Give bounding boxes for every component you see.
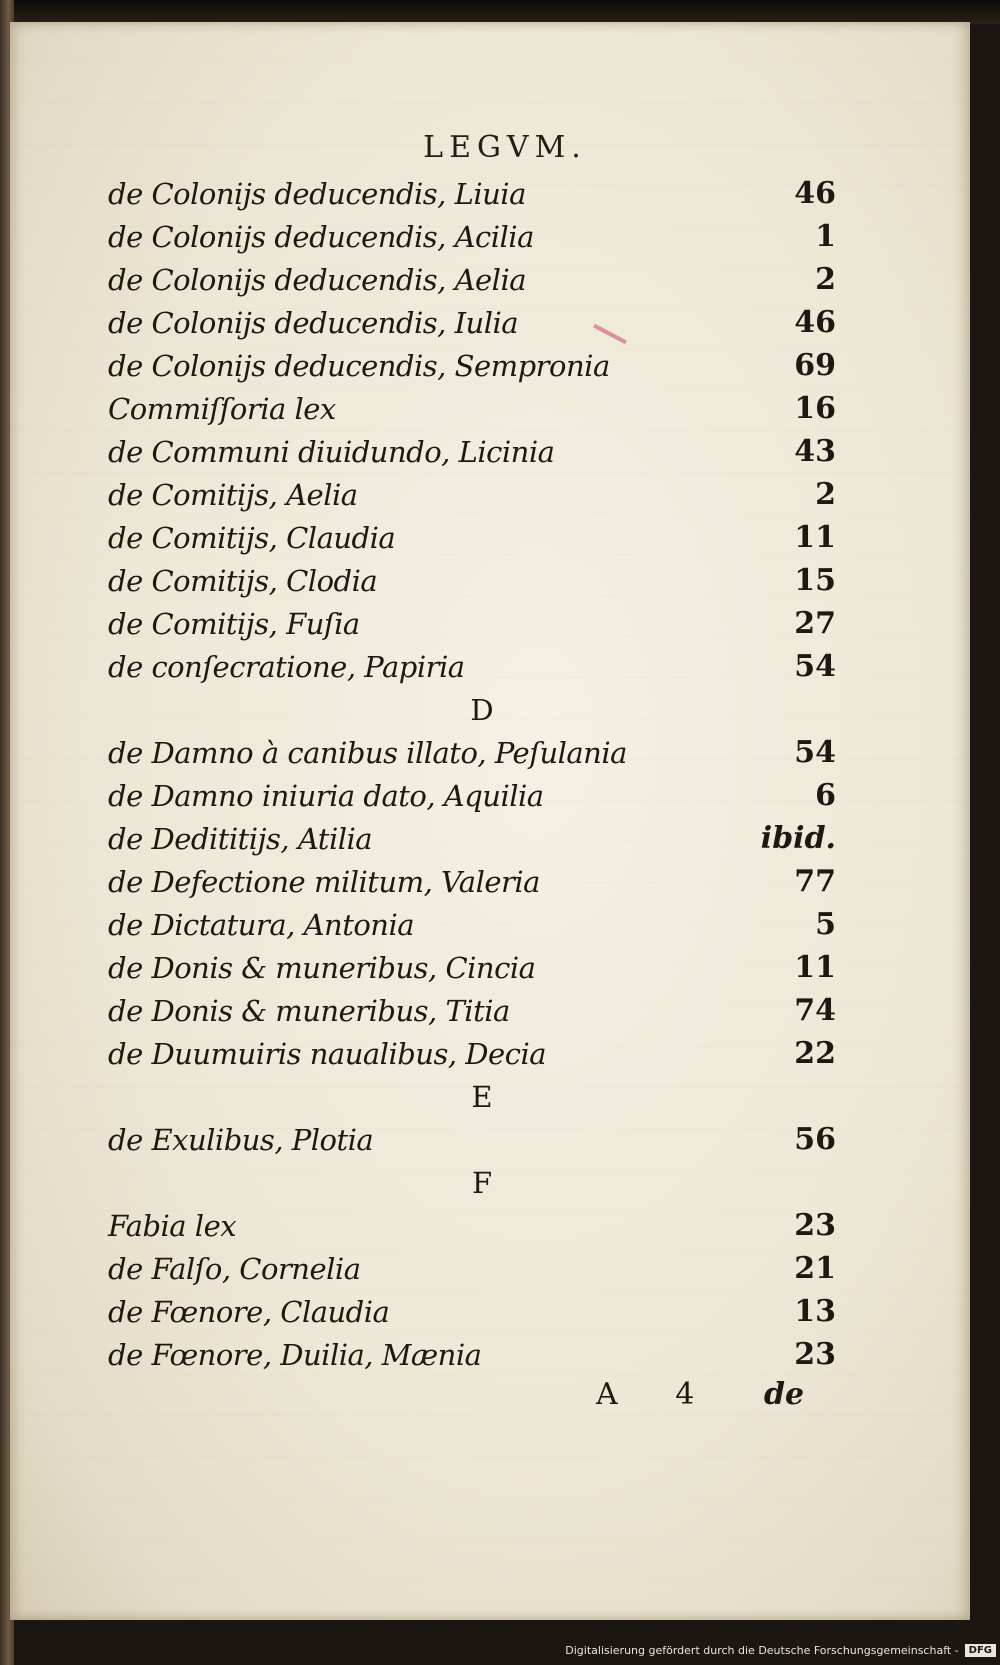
index-entry [108, 989, 836, 1032]
entry-page-number: 2 [815, 262, 836, 297]
index-entry [108, 1204, 836, 1247]
index-entry [108, 860, 836, 903]
entry-label: de Dedititijs, Atilia [108, 821, 373, 856]
entry-label: de Damno iniuria dato, Aquilia [108, 778, 544, 813]
entry-label: de Dictatura, Antonia [108, 907, 415, 942]
scan-top-edge [0, 0, 1000, 24]
entry-page-number: 21 [794, 1251, 836, 1286]
entry-page-number: 11 [794, 520, 836, 555]
index-entry [108, 946, 836, 989]
entry-label: de Colonijs deducendis, Acilia [108, 219, 534, 254]
signature-mark: A 4 [596, 1377, 719, 1412]
entry-label: de Comitijs, Aelia [108, 477, 358, 512]
entry-label: de Fœnore, Claudia [108, 1294, 390, 1329]
entry-page-number: 77 [794, 864, 836, 899]
entry-label: de Donis & muneribus, Titia [108, 993, 510, 1028]
index-entry [108, 1333, 836, 1376]
entry-page-number: 46 [794, 176, 836, 211]
entry-label: de Colonijs deducendis, Iulia [108, 305, 519, 340]
catchword: de [764, 1377, 805, 1412]
entry-page-number: 22 [794, 1036, 836, 1071]
entry-page-number: 27 [794, 606, 836, 641]
entry-label: de Exulibus, Plotia [108, 1122, 374, 1157]
entry-page-number: 54 [794, 649, 836, 684]
section-letter [108, 1075, 836, 1118]
entry-page-number: 54 [794, 735, 836, 770]
dfg-logo: DFG [965, 1644, 996, 1657]
entry-page-number: 43 [794, 434, 836, 469]
entry-label: de Donis & muneribus, Cincia [108, 950, 536, 985]
page-header: LEGVM. [423, 130, 587, 165]
entry-page-number: 56 [794, 1122, 836, 1157]
index-entry [108, 1290, 836, 1333]
entry-page-number: 2 [815, 477, 836, 512]
index-entry [108, 430, 836, 473]
entry-page-number: 23 [794, 1337, 836, 1372]
entry-label: de Falſo, Cornelia [108, 1251, 361, 1286]
index-entry [108, 387, 836, 430]
entry-label: Commiſſoria lex [108, 391, 336, 426]
entry-label: de Communi diuidundo, Licinia [108, 434, 555, 469]
entry-label: de Colonijs deducendis, Aelia [108, 262, 527, 297]
entry-label: de Defectione militum, Valeria [108, 864, 540, 899]
index-entry [108, 1118, 836, 1161]
entry-label: de Colonijs deducendis, Sempronia [108, 348, 610, 383]
index-entry [108, 473, 836, 516]
entry-page-number: 74 [794, 993, 836, 1028]
entry-page-number: 46 [794, 305, 836, 340]
index-entry [108, 172, 836, 215]
entry-page-number: ibid. [760, 821, 836, 856]
index-entry [108, 516, 836, 559]
entry-label: de Damno à canibus illato, Peſulania [108, 735, 627, 770]
index-entry [108, 1247, 836, 1290]
entry-label: de Comitijs, Claudia [108, 520, 396, 555]
index-entry [108, 731, 836, 774]
entry-label: de Fœnore, Duilia, Mænia [108, 1337, 482, 1372]
index-entry [108, 774, 836, 817]
entry-page-number: 1 [815, 219, 836, 254]
index-entry [108, 817, 836, 860]
index-entry [108, 559, 836, 602]
entry-page-number: 5 [815, 907, 836, 942]
entry-label: Fabia lex [108, 1208, 237, 1243]
index-entry [108, 258, 836, 301]
entry-page-number: 11 [794, 950, 836, 985]
entry-label: de Comitijs, Fuſia [108, 606, 360, 641]
entry-page-number: 69 [794, 348, 836, 383]
index-list [108, 172, 836, 1376]
credit-text: Digitalisierung gefördert durch die Deutsche Forschungsgemeinschaft - [565, 1643, 959, 1657]
digitization-credit [565, 1639, 996, 1661]
entry-label: de Duumuiris naualibus, Decia [108, 1036, 547, 1071]
index-entry [108, 344, 836, 387]
section-letter [108, 688, 836, 731]
entry-page-number: 15 [794, 563, 836, 598]
index-entry [108, 215, 836, 258]
index-entry [108, 1032, 836, 1075]
index-entry [108, 645, 836, 688]
section-letter-text: D [470, 692, 494, 727]
entry-page-number: 16 [794, 391, 836, 426]
entry-page-number: 6 [815, 778, 836, 813]
index-entry [108, 903, 836, 946]
section-letter-text: E [471, 1079, 493, 1114]
book-page [10, 22, 970, 1620]
entry-page-number: 23 [794, 1208, 836, 1243]
section-letter [108, 1161, 836, 1204]
entry-label: de conſecratione, Papiria [108, 649, 465, 684]
entry-page-number: 13 [794, 1294, 836, 1329]
section-letter-text: F [471, 1165, 493, 1200]
index-entry [108, 301, 836, 344]
entry-label: de Colonijs deducendis, Liuia [108, 176, 526, 211]
page-footer [10, 1377, 970, 1417]
entry-label: de Comitijs, Clodia [108, 563, 378, 598]
index-entry [108, 602, 836, 645]
